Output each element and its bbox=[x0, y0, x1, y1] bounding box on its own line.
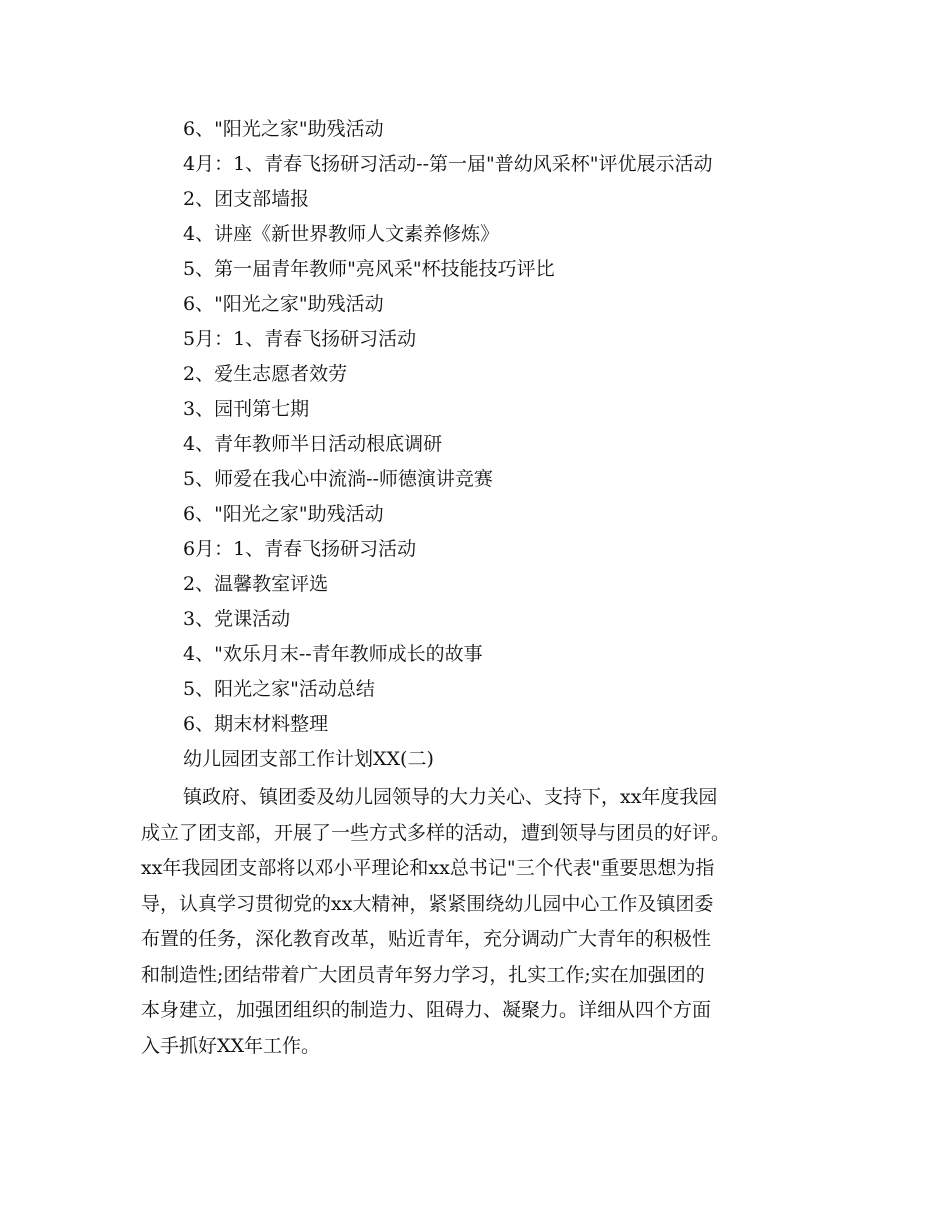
paragraph-line: 成立了团支部，开展了一些方式多样的活动，遭到领导与团员的好评。 bbox=[141, 821, 731, 844]
list-item: 6、期末材料整理 bbox=[183, 713, 329, 735]
list-item: 5、师爱在我心中流淌--师德演讲竞赛 bbox=[183, 468, 493, 490]
paragraph-line: 本身建立，加强团组织的制造力、阻碍力、凝聚力。详细从四个方面 bbox=[141, 999, 712, 1021]
list-item: 3、园刊第七期 bbox=[183, 398, 310, 420]
list-item: 6、"阳光之家"助残活动 bbox=[183, 293, 384, 315]
activity-schedule-list bbox=[183, 112, 883, 777]
list-item: 5月：1、青春飞扬研习活动 bbox=[183, 328, 417, 350]
paragraph-line: xx年我园团支部将以邓小平理论和xx总书记"三个代表"重要思想为指 bbox=[141, 857, 715, 879]
list-item: 2、爱生志愿者效劳 bbox=[183, 363, 348, 385]
list-item: 5、第一届青年教师"亮风采"杯技能技巧评比 bbox=[183, 258, 555, 280]
list-item: 2、团支部墙报 bbox=[183, 188, 310, 210]
list-item: 4月：1、青春飞扬研习活动--第一届"普幼风采杯"评优展示活动 bbox=[183, 153, 713, 175]
list-item: 5、阳光之家"活动总结 bbox=[183, 678, 375, 700]
paragraph-line: 入手抓好XX年工作。 bbox=[141, 1034, 321, 1057]
section-heading: 幼儿园团支部工作计划XX(二) bbox=[183, 748, 434, 770]
list-item: 6月：1、青春飞扬研习活动 bbox=[183, 538, 417, 560]
list-item: 6、"阳光之家"助残活动 bbox=[183, 503, 384, 525]
list-item: 4、讲座《新世界教师人文素养修炼》 bbox=[183, 223, 500, 245]
paragraph-line: 导，认真学习贯彻党的xx大精神，紧紧围绕幼儿园中心工作及镇团委 bbox=[141, 892, 714, 915]
paragraph-line: 镇政府、镇团委及幼儿园领导的大力关心、支持下，xx年度我园 bbox=[183, 786, 718, 808]
paragraph-line: 布置的任务，深化教育改革，贴近青年，充分调动广大青年的积极性 bbox=[141, 928, 712, 950]
body-paragraph bbox=[141, 780, 831, 1064]
list-item: 3、党课活动 bbox=[183, 608, 291, 630]
paragraph-line: 和制造性;团结带着广大团员青年努力学习，扎实工作;实在加强团的 bbox=[141, 963, 705, 986]
list-item: 4、青年教师半日活动根底调研 bbox=[183, 433, 443, 455]
list-item: 2、温馨教室评选 bbox=[183, 573, 329, 595]
list-item: 4、"欢乐月末--青年教师成长的故事 bbox=[183, 643, 483, 665]
list-item: 6、"阳光之家"助残活动 bbox=[183, 118, 384, 140]
